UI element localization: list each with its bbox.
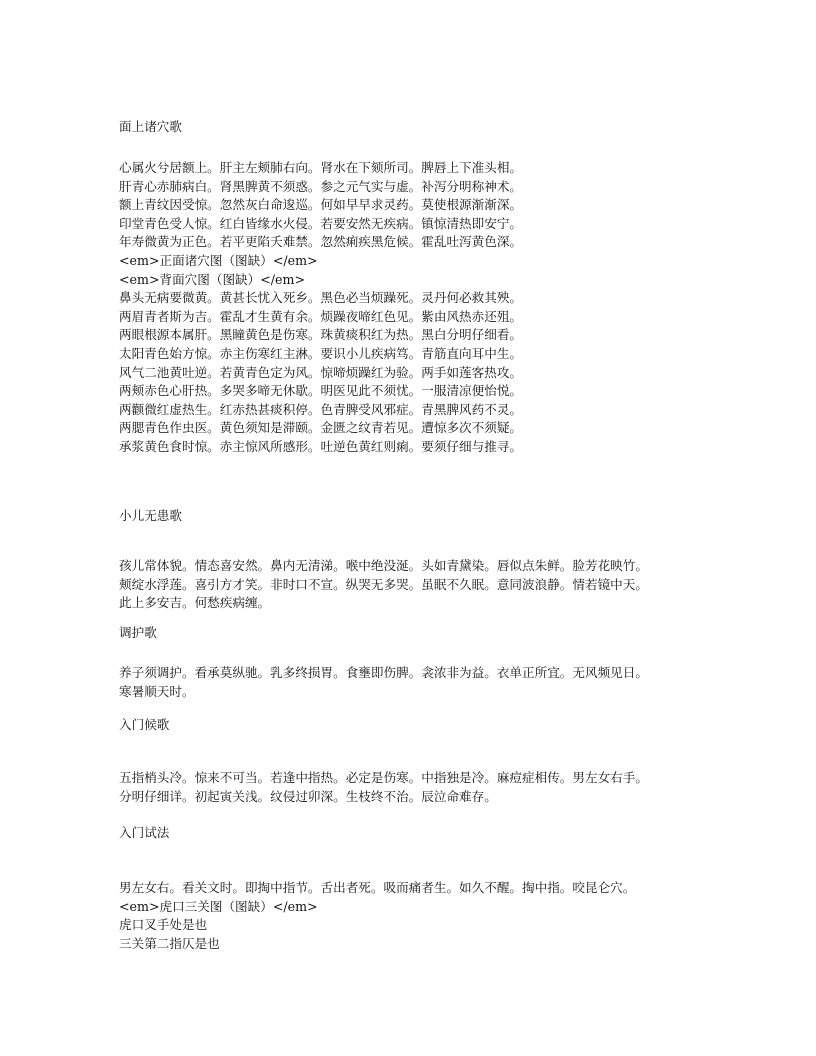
missing-figure-note: <em>正面诸穴图（图缺）</em> [119,252,318,268]
text-line: 风气二池黄吐逆。若黄青色定为风。惊啼烦躁红为验。两手如莲客热攻。 [119,364,522,380]
text-line: 两腮青色作虫医。黄色须知是滞颐。金匮之纹青若见。遭惊多次不须疑。 [119,420,522,436]
text-line: 此上多安吉。何愁疾病缠。 [119,595,271,611]
text-line: 印堂青色受人惊。红白皆缘水火侵。若要安然无疾病。镇惊清热即安宁。 [119,215,522,231]
section-body [119,664,739,701]
text-line: 五指梢头冷。惊来不可当。若逢中指热。必定是伤寒。中指独是冷。麻痘症相传。男左女右手。 [119,770,648,785]
section-heading: 入门试法 [119,825,170,840]
text-line: 分明仔细详。初起寅关浅。纹侵过卯深。生枝终不治。辰泣命难存。 [119,788,497,804]
text-line: 肝青心赤肺病白。肾黑脾黄不须惑。参之元气实与虚。补泻分明称神术。 [119,178,522,194]
text-line: 额上青纹因受惊。忽然灰白命逡巡。何如早早求灵药。莫使根源渐渐深。 [119,197,522,213]
text-line: 两颧微红虚热生。红赤热甚痰积停。色青脾受风邪症。青黑脾风药不灵。 [119,401,522,417]
text-line: 鼻头无病要微黄。黄甚长忧入死乡。黑色必当烦躁死。灵丹何必救其殃。 [119,290,522,306]
missing-figure-note: <em>背面穴图（图缺）</em> [119,271,305,287]
section-body [119,557,739,613]
text-line: 两颊赤色心肝热。多哭多啼无休歇。明医见此不须忧。一服清凉便怡悦。 [119,383,522,399]
text-line: 年寿微黄为正色。若平更陷夭难禁。忽然痢疾黑危候。霍乱吐泻黄色深。 [119,234,522,250]
text-line: 两眉青者斯为吉。霍乱才生黄有余。烦躁夜啼红色见。紫由风热赤还殂。 [119,308,522,324]
text-line: 虎口叉手处是也 [119,917,208,933]
text-line: 男左女右。看关文时。即掏中指节。舌出者死。吸而痛者生。如久不醒。掏中指。咬昆仑穴。 [119,880,636,895]
text-line: 颊绽水浮莲。喜引方才笑。非时口不宣。纵哭无多哭。虽眠不久眠。意同波浪静。情若镜中天。 [119,576,648,592]
section-heading: 面上诸穴歌 [119,119,182,134]
text-line: 心属火兮居额上。肝主左颊肺右向。肾水在下颏所司。脾唇上下准头相。 [119,160,522,175]
section-heading: 调护歌 [119,625,157,640]
text-line: 承浆黄色食时惊。赤主惊风所感形。吐逆色黄红则痢。要须仔细与推寻。 [119,438,522,454]
section-body [119,159,739,457]
section-body [119,879,739,953]
text-line: 三关第二指仄是也 [119,935,220,951]
missing-figure-note: <em>虎口三关图（图缺）</em> [119,898,318,914]
section-body [119,769,739,806]
section-heading: 入门候歌 [119,717,170,732]
text-line: 两眼根源本属肝。黑瞳黄色是伤寒。珠黄痰积红为热。黑白分明仔细看。 [119,327,522,343]
text-line: 太阳青色始方惊。赤主伤寒红主淋。要识小儿疾病笃。青筋直向耳中生。 [119,345,522,361]
text-line: 孩儿常体貌。情态喜安然。鼻内无清涕。喉中绝没涎。头如青黛染。唇似点朱鲜。脸芳花映竹。 [119,558,648,573]
text-line: 寒暑顺天时。 [119,683,195,699]
section-heading: 小儿无患歌 [119,508,182,523]
text-line: 养子须调护。看承莫纵驰。乳多终损胃。食壅即伤脾。衾浓非为益。衣单正所宜。无风频见日。 [119,665,648,680]
